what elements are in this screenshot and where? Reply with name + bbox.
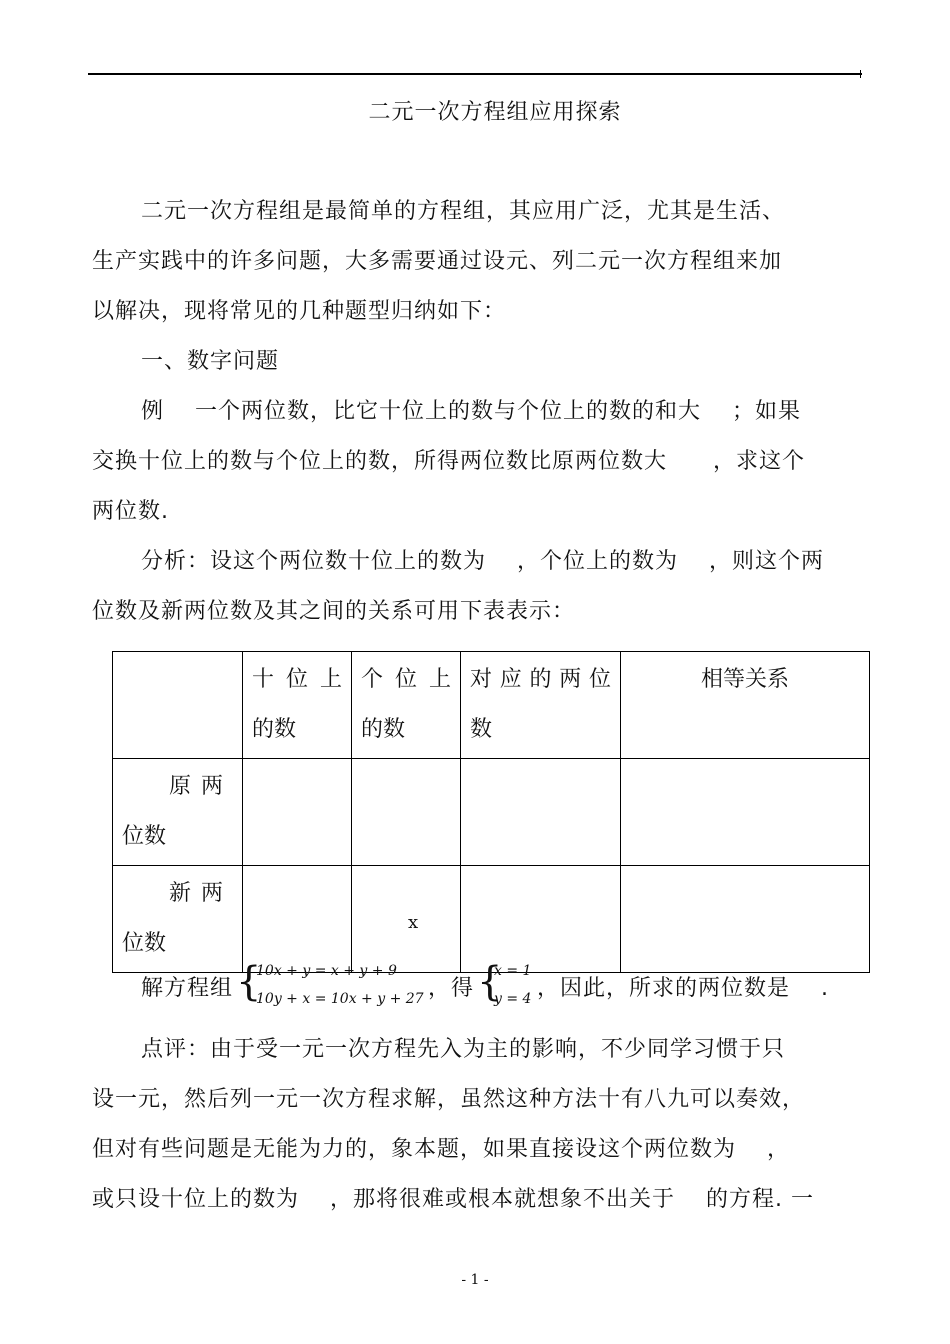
table-row (113, 866, 870, 973)
solve-suffix: ，因此，所求的两位数是 . (537, 976, 829, 1001)
table-cell (243, 759, 352, 866)
table-cell (352, 866, 461, 973)
header-equal-relation: 相等关系 (621, 652, 870, 759)
example-line-2: 交换十位上的数与个位上的数，所得两位数比原两位数大 ，求这个 (92, 449, 806, 474)
table-header-row (113, 652, 870, 759)
header-tens-digit: 十 位 上 的数 (243, 652, 352, 759)
header-rule-tick (860, 70, 861, 78)
intro-line-2: 生产实践中的许多问题，大多需要通过设元、列二元一次方程组来加 (92, 249, 783, 274)
relation-table (112, 651, 870, 973)
solution-x: x = 1 (494, 963, 532, 979)
cell-x-mark: x (408, 912, 419, 933)
table-cell (461, 759, 621, 866)
comment-line-3: 但对有些问题是无能为力的，象本题，如果直接设这个两位数为 ， (92, 1137, 790, 1162)
intro-line-3: 以解决，现将常见的几种题型归纳如下： (92, 299, 507, 324)
solve-mid: ，得 (428, 976, 475, 1001)
page-number: - 1 - (461, 1272, 489, 1288)
analysis-line-2: 位数及新两位数及其之间的关系可用下表表示： (92, 599, 576, 624)
table-cell (461, 866, 621, 973)
equation-2: 10y + x = 10x + y + 27 (256, 991, 424, 1007)
row-label-original: 原两 位数 (113, 759, 243, 866)
equation-1: 10x + y = x + y + 9 (256, 963, 397, 979)
header-units-digit: 个 位 上 的数 (352, 652, 461, 759)
comment-line-1: 点评：由于受一元一次方程先入为主的影响，不少同学习惯于只 (141, 1037, 786, 1062)
intro-line-1: 二元一次方程组是最简单的方程组，其应用广泛，尤其是生活、 (141, 199, 786, 224)
example-line-1: 例 一个两位数，比它十位上的数与个位上的数的和大 ；如果 (141, 399, 801, 424)
comment-line-4: 或只设十位上的数为 ，那将很难或根本就想象不出关于 的方程. 一 (92, 1187, 814, 1212)
system-brace-1: { (236, 959, 262, 1005)
header-rule (88, 73, 862, 75)
solve-prefix: 解方程组 (141, 976, 234, 1001)
analysis-line-1: 分析：设这个两位数十位上的数为 ，个位上的数为 ，则这个两 (141, 549, 824, 574)
document-title: 二元一次方程组应用探索 (368, 100, 622, 125)
comment-line-2: 设一元，然后列一元一次方程求解，虽然这种方法十有八九可以奏效， (92, 1087, 806, 1112)
table-row (113, 759, 870, 866)
system-brace-2: { (477, 959, 503, 1005)
row-label-new: 新两 位数 (113, 866, 243, 973)
table-cell (621, 759, 870, 866)
section-heading: 一、数字问题 (141, 349, 280, 374)
table-corner-cell (113, 652, 243, 759)
table-cell (243, 866, 352, 973)
header-two-digit-number: 对 应 的 两 位 数 (461, 652, 621, 759)
example-line-3: 两位数. (92, 499, 169, 524)
solution-y: y = 4 (494, 991, 532, 1007)
table-cell (352, 759, 461, 866)
table-cell (621, 866, 870, 973)
